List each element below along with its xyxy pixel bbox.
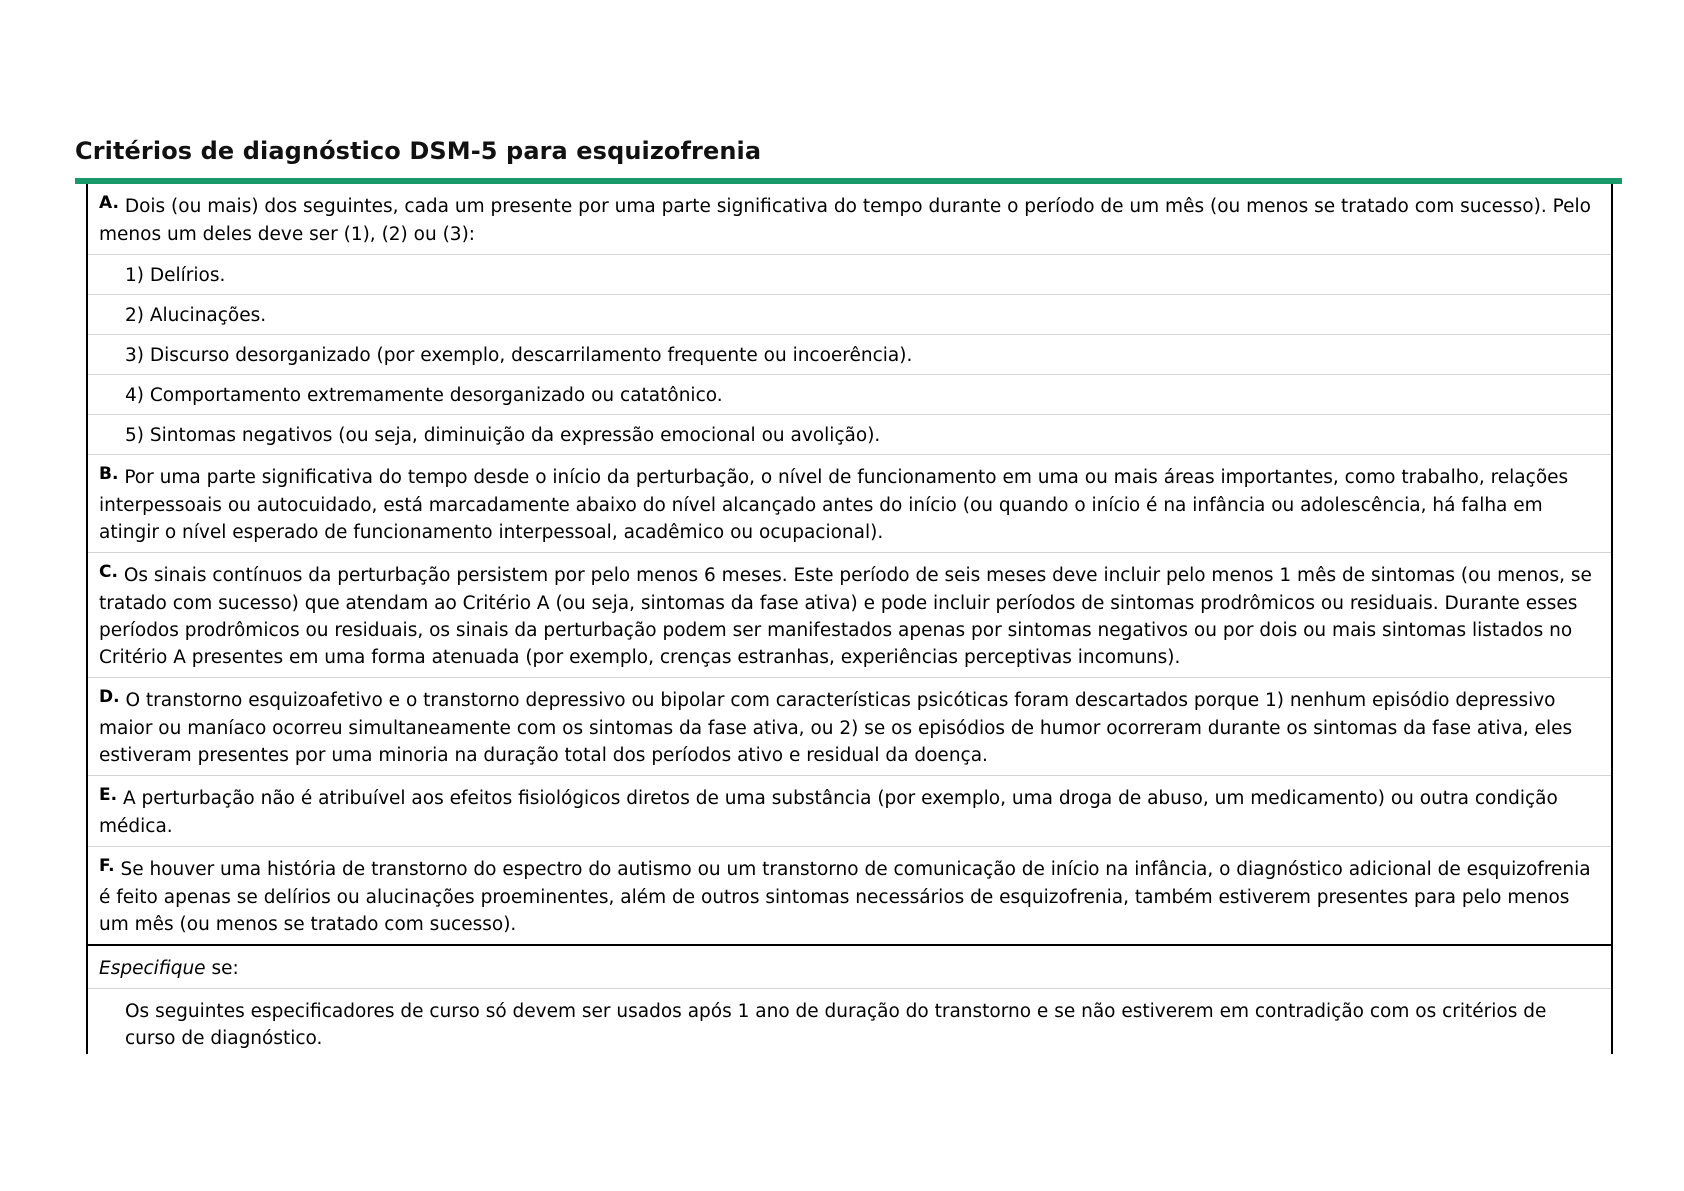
criterion-text: Os sinais contínuos da perturbação persistem por pelo menos 6 meses. Este período de seis meses deve incluir pelo menos 1 mês de sintomas (ou menos, se tratado com sucesso) que atendam ao Critério A (ou seja, sintomas da fase ativa) e pode incluir períodos de sintomas prodrômicos ou residuais. Durante esses períodos prodrômicos ou residuais, os sinais da perturbação podem ser manifestados apenas por sintomas negativos ou por dois ou mais sintomas listados no Critério A presentes em uma forma atenuada (por exemplo, crenças estranhas, experiências perceptivas incomuns). xyxy=(99,565,1592,668)
criterion-text: O transtorno esquizoafetivo e o transtorno depressivo ou bipolar com características psicóticas foram descartados porque 1) nenhum episódio depressivo maior ou maníaco ocorreu simultaneamente com os sintomas da fase ativa, ou 2) se os episódios de humor ocorreram durante os sintomas da fase ativa, eles estiveram presentes por uma minoria na duração total dos períodos ativo e residual da doença. xyxy=(99,690,1573,766)
criterion-a-item: 1) Delírios. xyxy=(88,255,1611,295)
criterion-a-item: 3) Discurso desorganizado (por exemplo, descarrilamento frequente ou incoerência). xyxy=(88,335,1611,375)
specify-suffix: se: xyxy=(205,958,239,979)
criterion-e-row xyxy=(88,776,1611,847)
specify-label: Especifique xyxy=(99,958,206,979)
criterion-text: Dois (ou mais) dos seguintes, cada um presente por uma parte significativa do tempo durante o período de um mês (ou menos se tratado com sucesso). Pelo menos um deles deve ser (1), (2) ou (3): xyxy=(99,196,1591,245)
criterion-c-row xyxy=(88,553,1611,678)
page-title: Critérios de diagnóstico DSM-5 para esquizofrenia xyxy=(75,137,762,165)
criterion-a-row xyxy=(88,184,1611,255)
course-specifier-note: Os seguintes especificadores de curso só devem ser usados após 1 ano de duração do transtorno e se não estiverem em contradição com os critérios de curso de diagnóstico. xyxy=(125,1001,1547,1049)
criterion-letter: B. xyxy=(99,464,119,484)
specify-row xyxy=(88,944,1611,989)
criterion-letter: A. xyxy=(99,193,119,213)
criterion-text: Se houver uma história de transtorno do espectro do autismo ou um transtorno de comunicação de início na infância, o diagnóstico adicional de esquizofrenia é feito apenas se delírios ou alucinações proeminentes, além de outros sintomas necessários de esquizofrenia, também estiverem presentes para pelo menos um mês (ou menos se tratado com sucesso). xyxy=(99,859,1591,935)
criterion-d-row xyxy=(88,678,1611,776)
criterion-a-item: 5) Sintomas negativos (ou seja, diminuição da expressão emocional ou avolição). xyxy=(88,415,1611,455)
criterion-text: Por uma parte significativa do tempo desde o início da perturbação, o nível de funcionamento em uma ou mais áreas importantes, como trabalho, relações interpessoais ou autocuidado, está marcadamente abaixo do nível alcançado antes do início (ou quando o início é na infância ou adolescência, há falha em atingir o nível esperado de funcionamento interpessoal, acadêmico ou ocupacional). xyxy=(99,467,1569,543)
criterion-a-item: 2) Alucinações. xyxy=(88,295,1611,335)
criteria-table xyxy=(86,184,1613,1054)
criterion-letter: F. xyxy=(99,856,115,876)
criterion-b-row xyxy=(88,455,1611,553)
criterion-letter: D. xyxy=(99,687,120,707)
criterion-text: A perturbação não é atribuível aos efeitos fisiológicos diretos de uma substância (por exemplo, uma droga de abuso, um medicamento) ou outra condição médica. xyxy=(99,788,1558,837)
criterion-a-item: 4) Comportamento extremamente desorganizado ou catatônico. xyxy=(88,375,1611,415)
criterion-letter: C. xyxy=(99,562,118,582)
criterion-f-row xyxy=(88,847,1611,944)
criterion-letter: E. xyxy=(99,785,118,805)
